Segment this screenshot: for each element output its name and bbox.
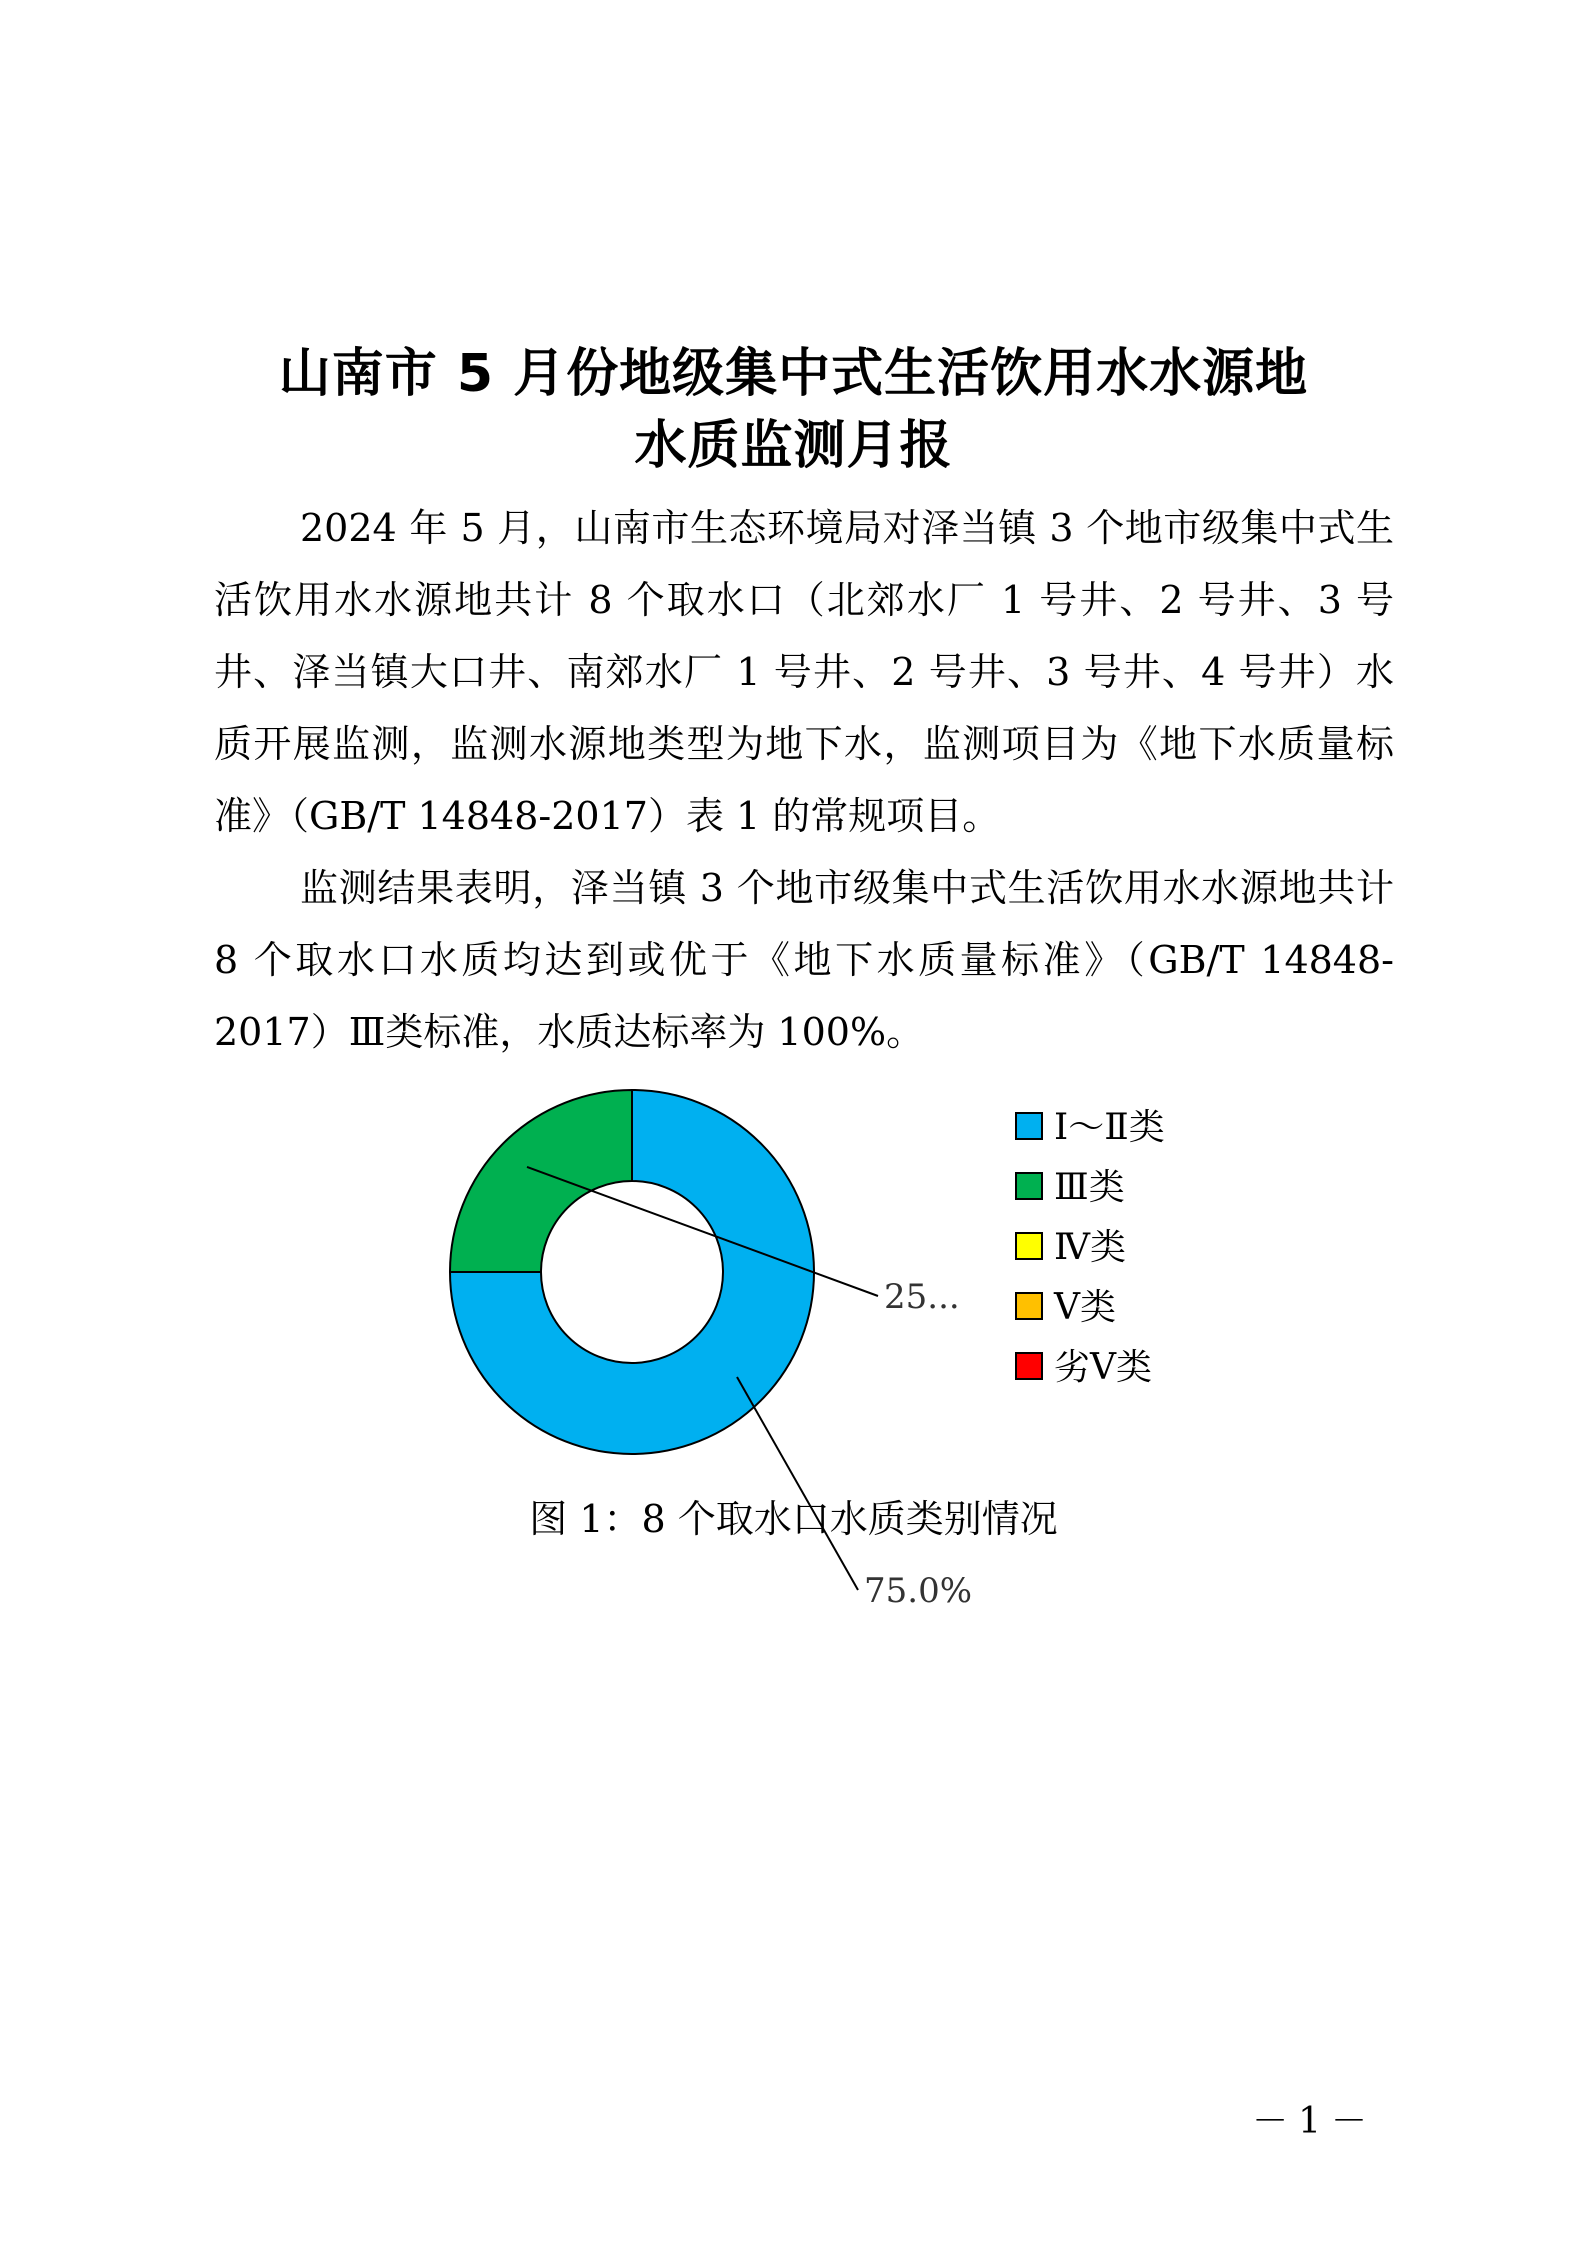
- legend-label-2: Ⅲ类: [1054, 1167, 1125, 1208]
- data-label-1: 75.0%: [864, 1571, 973, 1611]
- legend-label-3: Ⅳ类: [1054, 1227, 1126, 1268]
- document-title-line2: 水质监测月报: [634, 416, 953, 476]
- page-number: －1－: [1252, 2101, 1377, 2142]
- legend-label-1: Ⅰ～Ⅱ类: [1054, 1107, 1165, 1148]
- leader-line-1: [737, 1377, 858, 1590]
- legend-swatch-2: [1016, 1173, 1042, 1199]
- legend-swatch-1: [1016, 1113, 1042, 1139]
- donut-slice-2: [450, 1090, 632, 1272]
- data-label-2: 25...: [884, 1277, 960, 1317]
- legend-label-5: 劣Ⅴ类: [1054, 1347, 1152, 1388]
- document-title-line1: 山南市 5 月份地级集中式生活饮用水水源地: [278, 344, 1309, 404]
- figure-caption: 图 1：8 个取水口水质类别情况: [529, 1497, 1058, 1541]
- body-paragraph-1: 2024 年 5 月，山南市生态环境局对泽当镇 3 个地市级集中式生活饮用水水源地共计 8 个取水口（北郊水厂 1 号井、2 号井、3 号井、泽当镇大口井、南郊水厂 1 号井、2 号井、3 号井、4 号井）水质开展监测，监测水源地类型为地下水，监测项目为《地下水质量标准》（GB/T 14848-2017）表 1 的常规项目。: [214, 506, 1394, 838]
- body-paragraph-2: 监测结果表明，泽当镇 3 个地市级集中式生活饮用水水源地共计 8 个取水口水质均达到或优于《地下水质量标准》（GB/T 14848-2017）Ⅲ类标准，水质达标率为 100%。: [214, 866, 1394, 1054]
- legend-swatch-3: [1016, 1233, 1042, 1259]
- legend-swatch-4: [1016, 1293, 1042, 1319]
- legend-label-4: Ⅴ类: [1054, 1287, 1116, 1328]
- legend-swatch-5: [1016, 1353, 1042, 1379]
